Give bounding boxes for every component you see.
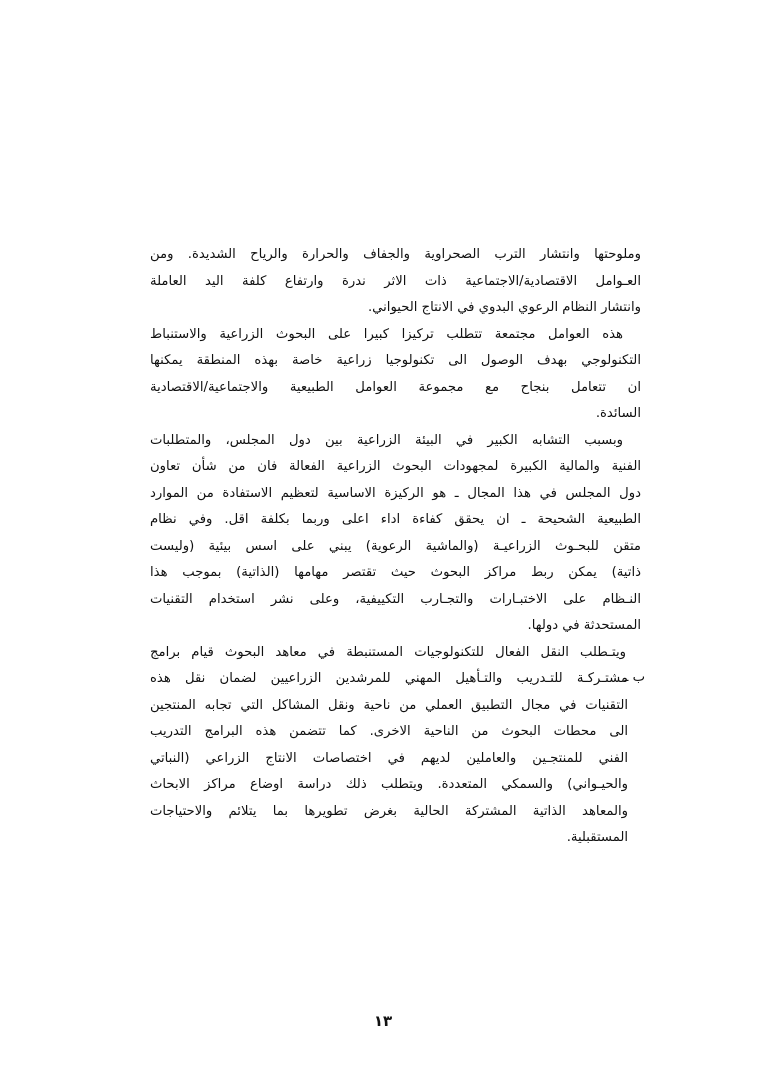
text-line: دول المجلس في هذا المجال ـ هو الركيزة الاساسية لتعظيم الاستفادة من الموارد	[150, 485, 641, 501]
text-line: العـوامل الاقتصادية/الاجتماعية ذات الاثر ندرة وارتفاع كلفة اليد العاملة	[150, 273, 641, 289]
page-number: ١٣	[373, 1012, 393, 1030]
text-line: ذاتية) يمكن ربط مراكز البحوث حيث تقتصر مهامها (الذاتية) بموجب هذا	[150, 565, 641, 580]
text-line: الى محطات البحوث من الناحية الاخرى. كما تتضمن هذه البرامج التدريب	[150, 724, 628, 739]
text-line: والحيـواني) والسمكي المتعددة. ويتطلب ذلك دراسة اوضاع مراكز الابحاث	[150, 777, 628, 792]
text-line: المستحدثة في دولها.	[527, 618, 641, 633]
text-line: والمعاهد الذاتية المشتركة الحالية بغرض تطويرها بما يتلائم والاحتياجات	[150, 803, 628, 819]
text-line: المستقبلية.	[566, 830, 628, 845]
text-line: السائدة.	[595, 406, 641, 421]
text-line: وبسبب التشابه الكبير في البيئة الزراعية بين دول المجلس، والمتطلبات	[150, 432, 623, 448]
text-line: ان تتعامل بنجاح مع مجموعة العوامل الطبيعية والاجتماعية/الاقتصادية	[150, 379, 641, 395]
text-line: الفنية والمالية الكبيرة لمجهودات البحوث الزراعية الفعالة فان من شأن تعاون	[150, 459, 641, 474]
text-line: الفني للمنتجـين والعاملين لديهم في اختصاصات الانتاج الزراعي (النباتي	[150, 750, 628, 766]
text-line: ويتـطلب النقل الفعال للتكنولوجيات المستنبطة في معاهد البحوث قيام برامج	[150, 644, 626, 660]
text-line: الطبيعية الشحيحة ـ ان يحقق كفاءة اداء اعلى وربما بكلفة اقل. وفي نظام	[150, 512, 641, 527]
text-line: التقنيات في مجال التطبيق العملي من ناحية ونقل المشاكل التي تجابه المنتجين	[150, 697, 628, 713]
list-item-marker: ب ـ	[624, 670, 645, 685]
text-line: التكنولوجي بهدف الوصول الى تكنولوجيا زراعية خاصة بهذه المنطقة يمكنها	[150, 353, 641, 368]
text-line: متقن للبحـوث الزراعيـة (والماشية الرعوية) يبني على اسس بيئية (وليست	[150, 538, 641, 554]
text-line: النـظام على الاختبـارات والتجـارب التكييفية، وعلى نشر استخدام التقنيات	[150, 591, 641, 607]
text-line: مشتـركـة للتـدريب والتـأهيل المهني للمرشدين الزراعيين لضمان نقل هذه	[150, 671, 628, 686]
text-line: وانتشار النظام الرعوي البدوي في الانتاج الحيواني.	[367, 300, 641, 315]
text-line: هذه العوامل مجتمعة تتطلب تركيزا كبيرا على البحوث الزراعية والاستنباط	[150, 326, 623, 342]
text-line: وملوحتها وانتشار الترب الصحراوية والجفاف والحرارة والرياح الشديدة. ومن	[150, 247, 641, 262]
